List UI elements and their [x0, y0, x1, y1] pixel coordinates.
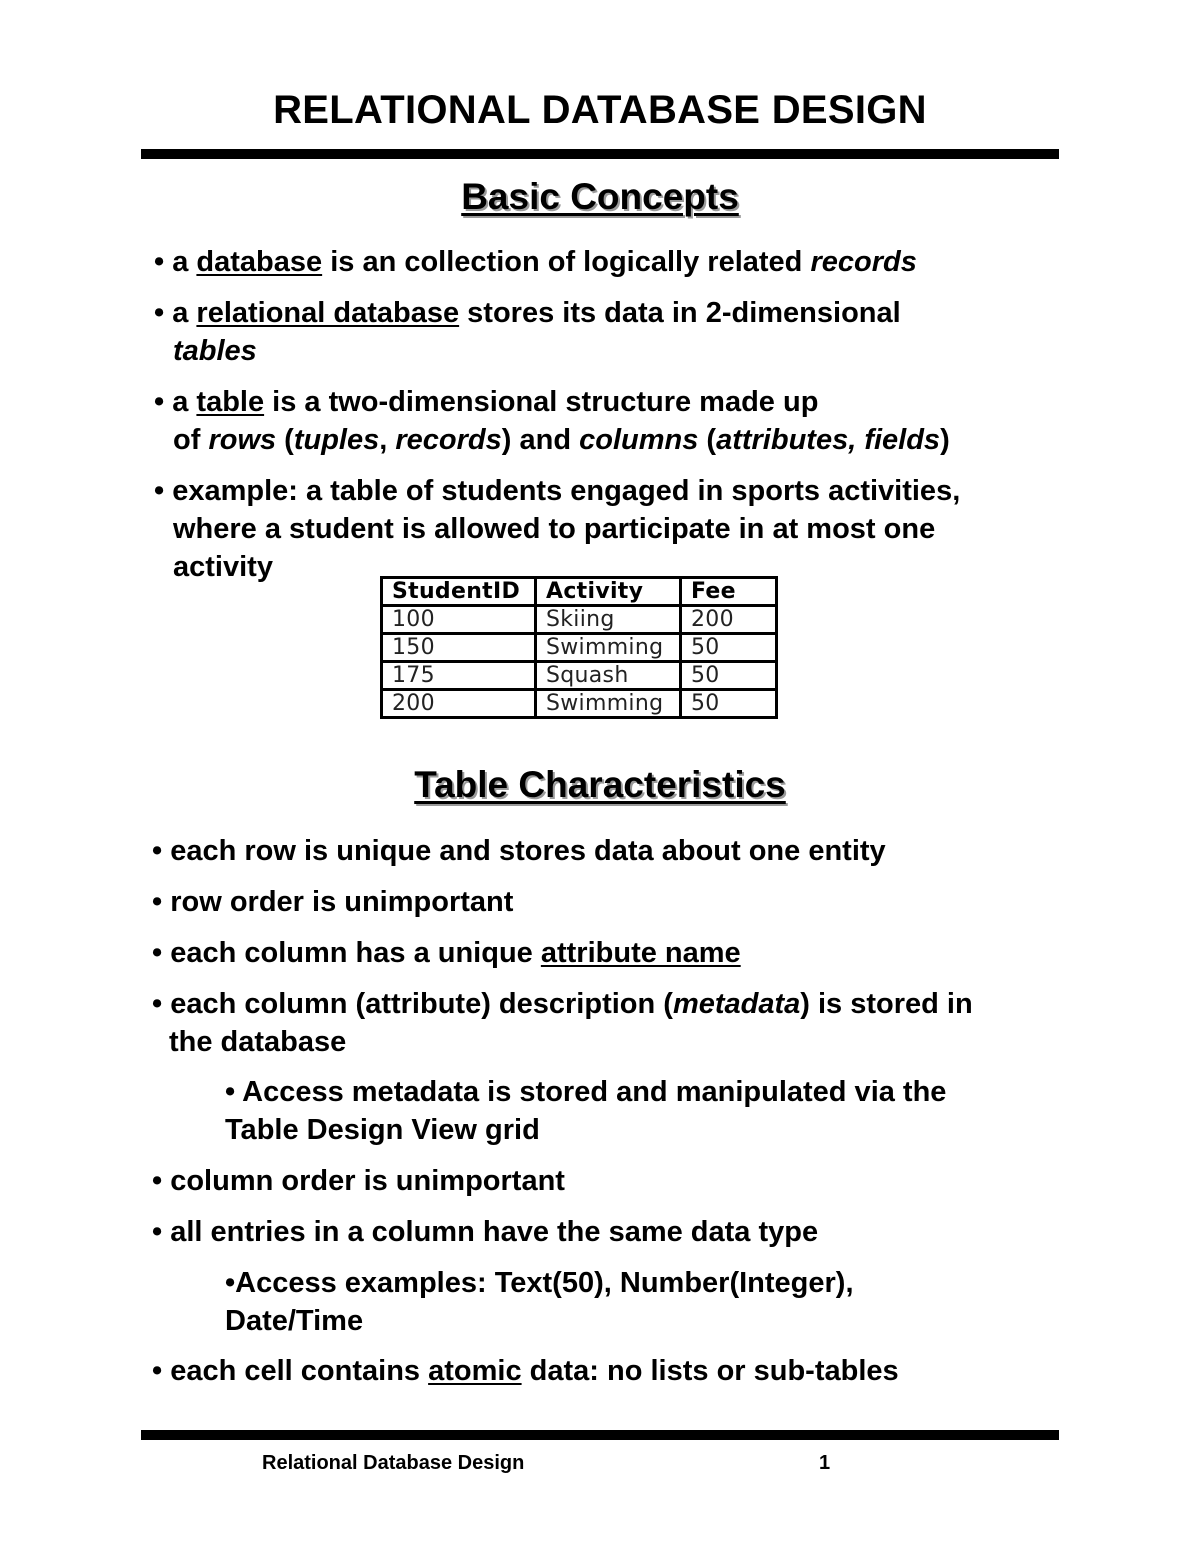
bullet-database	[154, 243, 917, 281]
bullet-text: of	[173, 424, 209, 456]
emphasis-attributes: attributes, fields	[716, 424, 941, 456]
table-cell: 50	[681, 634, 777, 662]
sub-bullet-access-metadata-cont: Table Design View grid	[225, 1114, 540, 1146]
table-cell: 50	[681, 690, 777, 718]
table-cell: Swimming	[536, 634, 681, 662]
table-cell: 200	[681, 606, 777, 634]
bottom-divider	[141, 1430, 1059, 1440]
bullet-example-cont: activity	[173, 551, 273, 583]
sub-bullet-access-metadata: • Access metadata is stored and manipulated via the	[225, 1076, 947, 1108]
table-cell: 100	[382, 606, 536, 634]
table-row	[382, 606, 777, 634]
emphasis-records: records	[395, 424, 502, 456]
bullet-table	[154, 383, 818, 421]
table-cell: 150	[382, 634, 536, 662]
table-row	[382, 634, 777, 662]
emphasis-metadata: metadata	[672, 988, 801, 1020]
column-header: StudentID	[382, 578, 536, 606]
bullet-row-order: • row order is unimportant	[152, 886, 514, 918]
emphasis-tables: tables	[173, 335, 257, 367]
emphasis-tuples: tuples	[293, 424, 380, 456]
emphasis-records: records	[810, 246, 917, 278]
bullet-text: is a two-dimensional structure made up	[264, 386, 819, 418]
term-attribute-name: attribute name	[540, 937, 741, 969]
bullet-data-type: • all entries in a column have the same data type	[152, 1216, 819, 1248]
bullet-atomic	[152, 1352, 899, 1390]
table-row	[382, 662, 777, 690]
sub-bullet-access-examples-cont: Date/Time	[225, 1305, 364, 1337]
table-cell: Swimming	[536, 690, 681, 718]
bullet-table-cont	[173, 421, 950, 459]
section-heading-table-characteristics: Table Characteristics	[414, 764, 786, 805]
bullet-text: • each column has a unique	[152, 937, 541, 969]
table-header-row	[382, 578, 777, 606]
table-cell: Squash	[536, 662, 681, 690]
bullet-text: • a	[154, 297, 197, 329]
bullet-text: ) and	[501, 424, 580, 456]
bullet-text: (	[276, 424, 294, 456]
bullet-attribute-name	[152, 934, 741, 972]
emphasis-columns: columns	[579, 424, 699, 456]
emphasis-rows: rows	[208, 424, 277, 456]
term-table: table	[196, 386, 265, 418]
column-header: Activity	[536, 578, 681, 606]
bullet-row-unique: • each row is unique and stores data about one entity	[152, 835, 886, 867]
page-title: RELATIONAL DATABASE DESIGN	[273, 88, 927, 132]
bullet-text: • each cell contains	[152, 1355, 429, 1387]
bullet-relational-database-cont	[173, 332, 257, 370]
bullet-text: stores its data in 2-dimensional	[459, 297, 901, 329]
page-number: 1	[819, 1452, 831, 1474]
column-header: Fee	[681, 578, 777, 606]
section-heading-basic-concepts: Basic Concepts	[461, 176, 739, 217]
table-cell: 200	[382, 690, 536, 718]
bullet-example-cont: where a student is allowed to participate in at most one	[173, 513, 936, 545]
bullet-text: ) is stored in	[800, 988, 973, 1020]
sub-bullet-access-examples: •Access examples: Text(50), Number(Integer),	[225, 1267, 854, 1299]
footer-title: Relational Database Design	[262, 1452, 525, 1474]
bullet-text: ,	[379, 424, 396, 456]
bullet-text: • a	[154, 246, 197, 278]
table-row	[382, 690, 777, 718]
term-relational-database: relational database	[196, 297, 460, 329]
bullet-metadata	[152, 985, 973, 1023]
bullet-example: • example: a table of students engaged in sports activities,	[154, 475, 961, 507]
term-atomic: atomic	[428, 1355, 522, 1387]
students-activity-table	[380, 576, 778, 719]
bullet-text: data: no lists or sub-tables	[521, 1355, 899, 1387]
bullet-relational-database	[154, 294, 901, 332]
term-database: database	[196, 246, 323, 278]
table-cell: Skiing	[536, 606, 681, 634]
top-divider	[141, 149, 1059, 159]
bullet-text: • a	[154, 386, 197, 418]
table-cell: 50	[681, 662, 777, 690]
bullet-text: )	[940, 424, 950, 456]
table-cell: 175	[382, 662, 536, 690]
bullet-text: is an collection of logically related	[322, 246, 811, 278]
bullet-metadata-cont: the database	[169, 1026, 347, 1058]
bullet-column-order: • column order is unimportant	[152, 1165, 565, 1197]
bullet-text: (	[698, 424, 717, 456]
bullet-text: • each column (attribute) description (	[152, 988, 673, 1020]
